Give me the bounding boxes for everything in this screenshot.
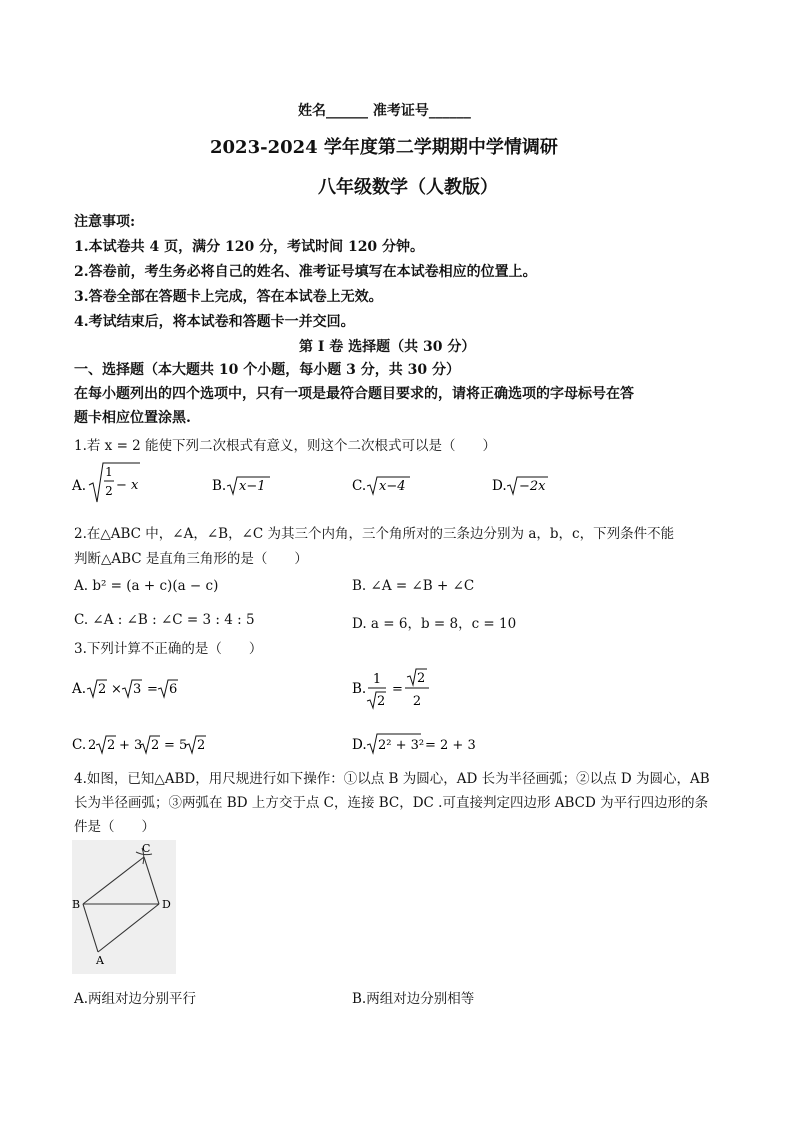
radicand: −2x xyxy=(519,479,546,494)
option-label: D. xyxy=(492,478,507,494)
exam-subtitle: 八年级数学（人教版） xyxy=(318,177,498,198)
radicand: x−4 xyxy=(379,479,406,494)
segment-ba xyxy=(83,904,98,952)
q1-option-d xyxy=(492,474,562,498)
fraction-denominator: 2 xyxy=(105,484,113,498)
radicand: 2 xyxy=(197,738,206,753)
section-title: 第 I 卷 选择题（共 30 分） xyxy=(299,339,476,355)
option-label: C. xyxy=(72,737,87,753)
notice-item: 1.本试卷共 4 页，满分 120 分，考试时间 120 分钟。 xyxy=(74,239,425,255)
q1-option-a xyxy=(72,458,142,508)
exam-title: 2023-2024 学年度第二学期期中学情调研 xyxy=(210,137,558,158)
fraction-denominator: 2 xyxy=(377,694,386,709)
option-label: B. xyxy=(212,478,227,494)
q4-option-a: A.两组对边分别平行 xyxy=(74,991,197,1007)
q3-option-a xyxy=(72,676,192,702)
point-label-c: C xyxy=(142,842,151,855)
question-4-stem: 长为半径画弧；③两弧在 BD 上方交于点 C，连接 BC，DC .可直接判定四边形 ABCD 为平行四边形的条 xyxy=(74,795,709,811)
result: = 2 + 3 xyxy=(425,738,476,753)
operator: + 3 xyxy=(119,738,143,753)
q2-option-d: D. a = 6，b = 8，c = 10 xyxy=(352,616,517,632)
option-label: A. xyxy=(72,681,87,697)
notice-heading: 注意事项: xyxy=(74,214,136,230)
operator: = 5 xyxy=(164,738,188,753)
point-label-b: B xyxy=(72,898,81,911)
q3-option-b xyxy=(352,666,442,712)
part-heading: 一、选择题（本大题共 10 个小题，每小题 3 分，共 30 分） xyxy=(74,362,460,378)
question-4-stem: 件是（ ） xyxy=(74,819,155,835)
instruction-line: 在每小题列出的四个选项中，只有一项是最符合题目要求的，请将正确选项的字母标号在答 xyxy=(74,386,634,402)
question-1-stem: 1.若 x = 2 能使下列二次根式有意义，则这个二次根式可以是（ ） xyxy=(74,438,497,454)
coefficient: 2 xyxy=(88,738,97,753)
radicand: 6 xyxy=(169,682,178,697)
instruction-line: 题卡相应位置涂黑. xyxy=(74,410,191,426)
fraction-denominator: 2 xyxy=(412,694,422,709)
option-label: A. xyxy=(72,478,87,494)
q2-option-b: B. ∠A = ∠B + ∠C xyxy=(352,578,475,594)
question-2-stem: 2.在△ABC 中，∠A，∠B，∠C 为其三个内角，三个角所对的三条边分别为 a，b，c，下列条件不能 xyxy=(74,526,675,542)
radicand: 3 xyxy=(133,682,142,697)
question-3-stem: 3.下列计算不正确的是（ ） xyxy=(74,641,263,657)
option-label: C. xyxy=(352,478,367,494)
radicand: 2 xyxy=(107,738,116,753)
segment-bc xyxy=(83,857,144,904)
quadrilateral-diagram xyxy=(72,840,176,974)
radicand: 2² + 3² xyxy=(378,738,425,753)
segment-cd xyxy=(144,857,159,904)
radicand: 2 xyxy=(151,738,160,753)
segment-ad xyxy=(98,904,159,952)
question-4-stem: 4.如图，已知△ABD，用尺规进行如下操作：①以点 B 为圆心，AD 长为半径画弧；②以点 D 为圆心，AB xyxy=(74,771,710,787)
fraction-numerator: 1 xyxy=(105,465,113,479)
option-label: B. xyxy=(352,681,367,697)
name-and-id-line: 姓名______ 准考证号______ xyxy=(298,103,471,119)
radicand-tail: − x xyxy=(116,478,139,493)
fraction-numerator: 1 xyxy=(372,672,382,687)
radicand: x−1 xyxy=(239,479,266,494)
q2-option-c: C. ∠A : ∠B : ∠C = 3 : 4 : 5 xyxy=(74,612,255,628)
notice-item: 4.考试结束后，将本试卷和答题卡一并交回。 xyxy=(74,314,355,330)
fraction-numerator: 2 xyxy=(417,671,426,686)
q1-option-b xyxy=(212,474,282,498)
q3-option-d xyxy=(352,730,492,758)
q2-option-a: A. b² = (a + c)(a − c) xyxy=(74,578,219,594)
q4-option-b: B.两组对边分别相等 xyxy=(352,991,475,1007)
notice-item: 3.答卷全部在答题卡上完成，答在本试卷上无效。 xyxy=(74,289,383,305)
radicand: 2 xyxy=(98,682,107,697)
operator: = xyxy=(147,682,158,697)
operator: = xyxy=(392,682,403,697)
q4-figure xyxy=(72,840,176,974)
question-2-stem: 判断△ABC 是直角三角形的是（ ） xyxy=(74,551,308,567)
point-label-a: A xyxy=(96,954,104,967)
notice-item: 2.答卷前，考生务必将自己的姓名、准考证号填写在本试卷相应的位置上。 xyxy=(74,264,537,280)
q1-option-c xyxy=(352,474,422,498)
q3-option-c xyxy=(72,732,212,758)
operator: × xyxy=(111,682,122,697)
point-label-d: D xyxy=(162,898,171,911)
option-label: D. xyxy=(352,737,367,753)
